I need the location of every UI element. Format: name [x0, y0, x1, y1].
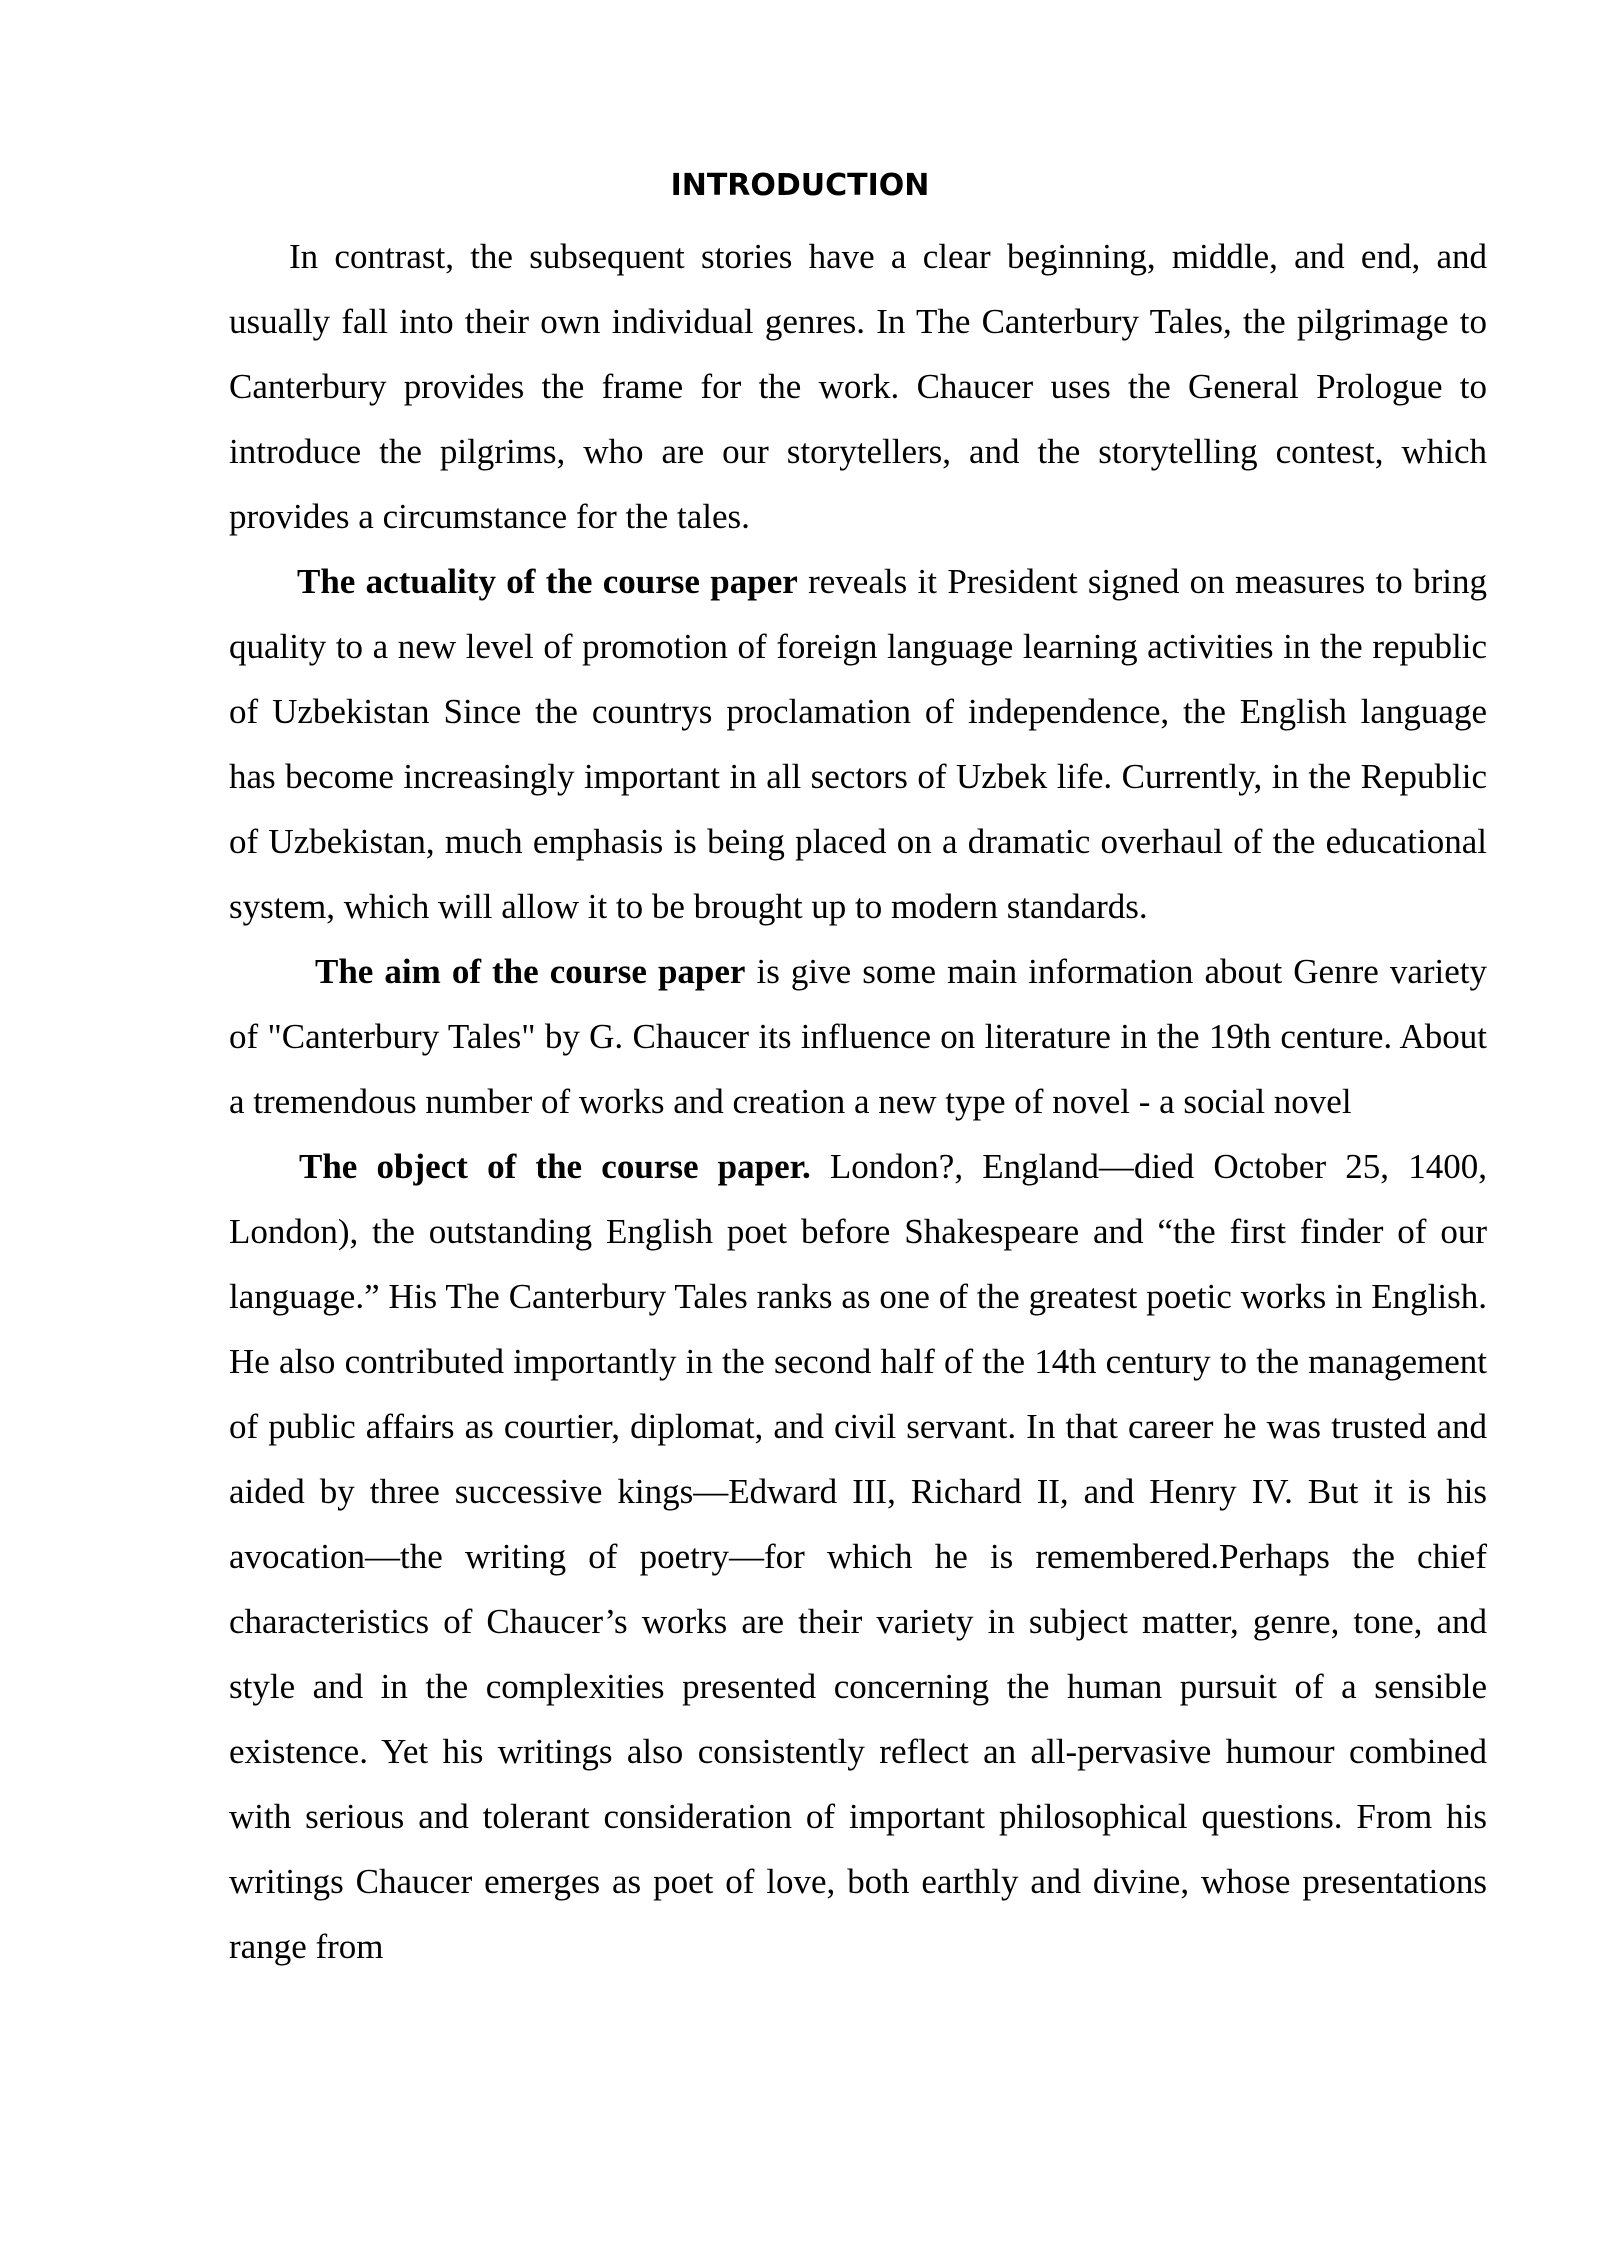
paragraph-intro [229, 224, 1487, 549]
paragraph-actuality [229, 549, 1487, 939]
paragraph-lead-object: The object of the course paper. [299, 1147, 811, 1186]
document-body [229, 224, 1487, 1979]
paragraph-text: reveals it President signed on measures to bring quality to a new level of promotion of foreign language learning activities in the republic of Uzbekistan Since the countrys proclamation of independence, the English language has become increasingly important in all sectors of Uzbek life. Currently, in the Republic of Uzbekistan, much emphasis is being placed on a dramatic overhaul of the educational system, which will allow it to be brought up to modern standards. [229, 562, 1487, 926]
paragraph-text: In contrast, the subsequent stories have a clear beginning, middle, and end, and usually fall into their own individual genres. In The Canterbury Tales, the pilgrimage to Canterbury provides the frame for the work. Chaucer uses the General Prologue to introduce the pilgrims, who are our storytellers, and the storytelling contest, which provides a circumstance for the tales. [229, 237, 1487, 536]
paragraph-text: London?, England—died October 25, 1400, London), the outstanding English poet before Shakespeare and “the first finder of our language.” His The Canterbury Tales ranks as one of the greatest poetic works in English. He also contributed importantly in the second half of the 14th century to the management of public affairs as courtier, diplomat, and civil servant. In that career he was trusted and aided by three successive kings—Edward III, Richard II, and Henry IV. But it is his avocation—the writing of poetry—for which he is remembered.Perhaps the chief characteristics of Chaucer’s works are their variety in subject matter, genre, tone, and style and in the complexities presented concerning the human pursuit of a sensible existence. Yet his writings also consistently reflect an all-pervasive humour combined with serious and tolerant consideration of important philosophical questions. From his writings Chaucer emerges as poet of love, both earthly and divine, whose presentations range from [229, 1147, 1487, 1966]
paragraph-object [229, 1134, 1487, 1979]
paragraph-text: is give some main information about Genre variety of "Canterbury Tales" by G. Chaucer its influence on literature in the 19th centure. About a tremendous number of works and creation a new type of novel - a social novel [229, 952, 1487, 1121]
paragraph-aim [229, 939, 1487, 1134]
section-heading: INTRODUCTION [670, 168, 930, 203]
paragraph-lead-actuality: The actuality of the course paper [297, 562, 798, 601]
paragraph-lead-aim: The aim of the course paper [315, 952, 746, 991]
